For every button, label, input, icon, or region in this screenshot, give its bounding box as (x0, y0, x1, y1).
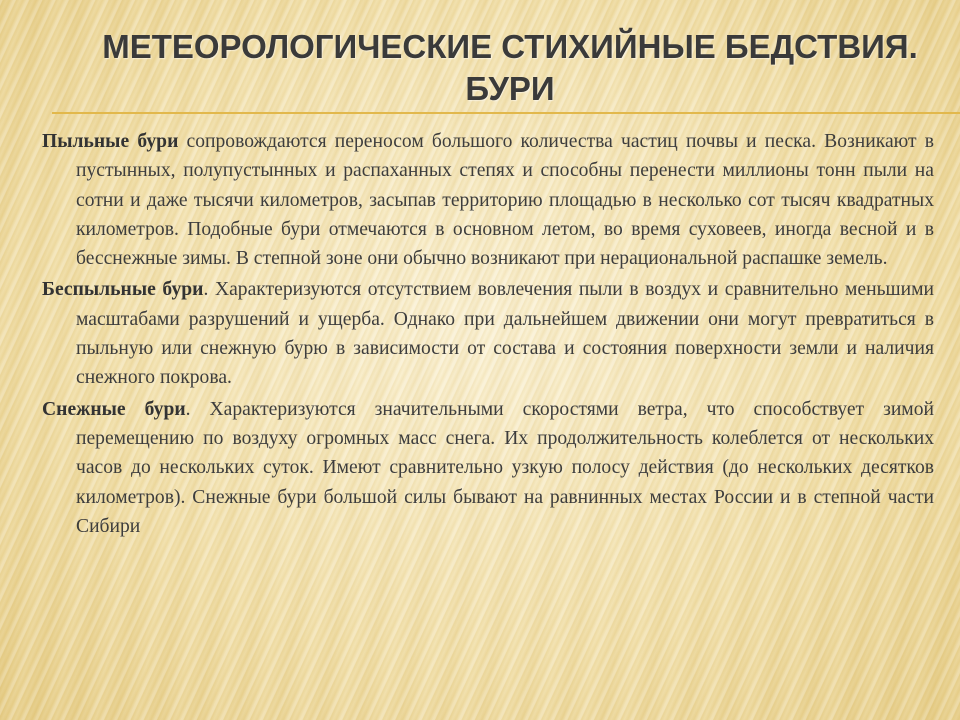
title-divider (52, 112, 960, 114)
paragraph-text: . Характеризуются отсутствием вовлечения пыли в воздух и сравнительно меньшими масштабами разрушений и ущерба. Однако при дальнейшем движении они могут превратиться в пыльную или снежную бурю в зависимости от состава и состояния поверхности земли и наличия снежного покрова. (76, 279, 934, 389)
paragraph-snow-storms (42, 395, 934, 541)
slide-title (60, 26, 960, 110)
paragraph-dustless-storms (42, 275, 934, 392)
paragraph-text: сопровождаются переносом большого количества частиц почвы и песка. Возникают в пустынных, полупустынных и распаханных степях и способны перенести миллионы тонн пыли на сотни и даже тысячи километров, засыпав территорию площадью в несколько сот тысяч квадратных километров. Подобные бури отмечаются в основном летом, во время суховеев, иногда весной и в бесснежные зимы. В степной зоне они обычно возникают при нерациональной распашке земель. (76, 131, 934, 270)
slide-title-line-2: БУРИ (465, 70, 555, 107)
term-dust-storms: Пыльные бури (42, 131, 179, 152)
slide-body (42, 127, 934, 543)
paragraph-text: . Характеризуются значительными скоростями ветра, что способствует зимой перемещению по воздуху огромных масс снега. Их продолжительность колеблется от нескольких часов до нескольких суток. Имеют сравнительно узкую полосу действия (до нескольких десятков километров). Снежные бури большой силы бывают на равнинных местах России и в степной части Сибири (76, 398, 934, 537)
term-dustless-storms: Беспыльные бури (42, 279, 204, 301)
term-snow-storms: Снежные бури (42, 398, 186, 420)
paragraph-dust-storms (42, 127, 934, 273)
slide-title-line-1: МЕТЕОРОЛОГИЧЕСКИЕ СТИХИЙНЫЕ БЕДСТВИЯ. (102, 28, 918, 65)
